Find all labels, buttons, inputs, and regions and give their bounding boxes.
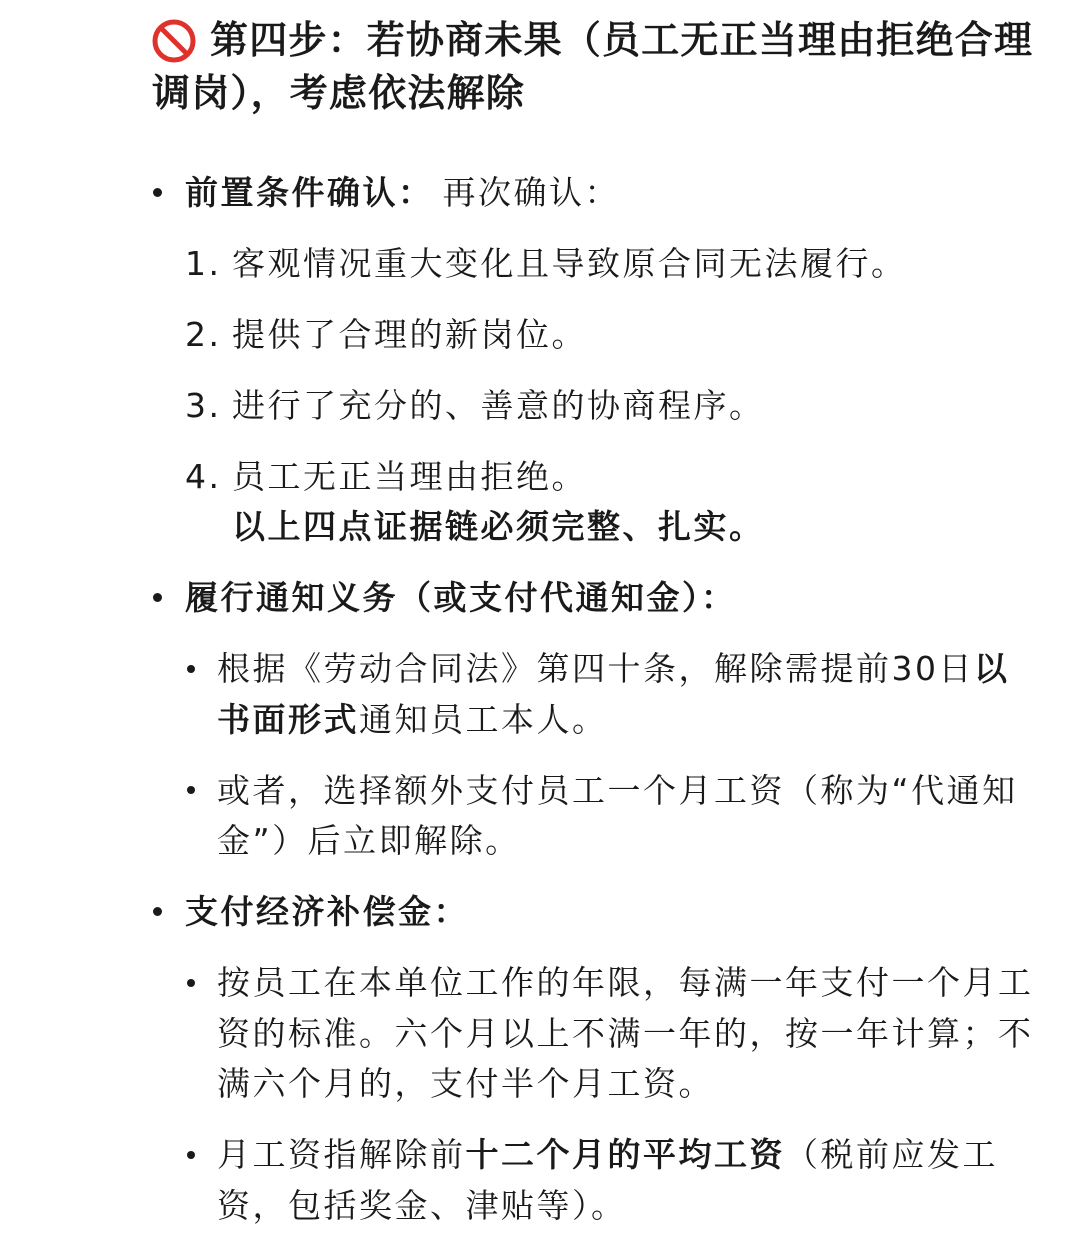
text-segment: 根据《劳动合同法》第四十条，解除需提前30日 [217,649,974,689]
bullet-dot [153,593,162,602]
section-label: 前置条件确认： [185,172,434,212]
list-item-text [217,766,1039,867]
prohibited-icon-graphic [152,19,196,63]
sub-bullet-dot [187,979,195,987]
item-number: 1. [185,243,222,283]
item-text: 进行了充分的、善意的协商程序。 [232,385,765,425]
condition-item [185,239,1040,290]
list-item [185,644,1040,745]
text-segment: （税前应发工资，包括奖金、津贴等）。 [217,1135,998,1225]
step-heading-text: 第四步：若协商未果（员工无正当理由拒绝合理调岗），考虑依法解除 [152,17,1034,115]
notice-list [185,644,1040,867]
section-prerequisites [152,168,1040,553]
list-item-text [217,958,1039,1110]
condition-list [185,239,1040,553]
list-item [185,1130,1040,1231]
text-segment: 月工资指解除前 [217,1135,466,1175]
condition-item [185,452,1040,553]
condition-item [185,310,1040,361]
list-item-text [217,644,1039,745]
section-label-suffix: 再次确认： [442,172,620,212]
item-number: 3. [185,385,222,425]
section-notice-obligation [152,573,1040,867]
sub-bullet-dot [187,665,195,673]
item-number: 4. [185,456,222,496]
list-item-text [217,1130,1039,1231]
step-outline [152,168,1040,1232]
section-label: 支付经济补偿金： [185,892,469,932]
prohibited-icon-slash [161,27,188,54]
evidence-note: 以上四点证据链必须完整、扎实。 [232,507,765,547]
sub-bullet-dot [187,786,195,794]
text-segment: 按员工在本单位工作的年限，每满一年支付一个月工资的标准。六个月以上不满一年的，按一年计算；不满六个月的，支付半个月工资。 [217,963,1034,1104]
compensation-list [185,958,1040,1231]
section-heading [185,573,1040,624]
item-text: 员工无正当理由拒绝。 [232,456,587,496]
item-text: 提供了合理的新岗位。 [232,314,587,354]
item-number: 2. [185,314,222,354]
section-economic-compensation [152,887,1040,1231]
emphasis-segment: 以书面形式 [217,649,1010,739]
step-heading [152,14,1052,120]
item-text: 客观情况重大变化且导致原合同无法履行。 [232,243,907,283]
list-item [185,766,1040,867]
sub-bullet-dot [187,1151,195,1159]
condition-item [185,381,1040,432]
prohibited-icon [152,19,196,63]
emphasis-segment: 十二个月的平均工资 [465,1135,785,1175]
text-segment: 通知员工本人。 [359,699,608,739]
bullet-dot [153,907,162,916]
list-item [185,958,1040,1110]
section-heading [185,168,1040,219]
bullet-dot [153,188,162,197]
section-heading [185,887,1040,938]
section-label: 履行通知义务（或支付代通知金）： [185,578,737,618]
text-segment: 或者，选择额外支付员工一个月工资（称为“代通知金”）后立即解除。 [217,770,1018,861]
